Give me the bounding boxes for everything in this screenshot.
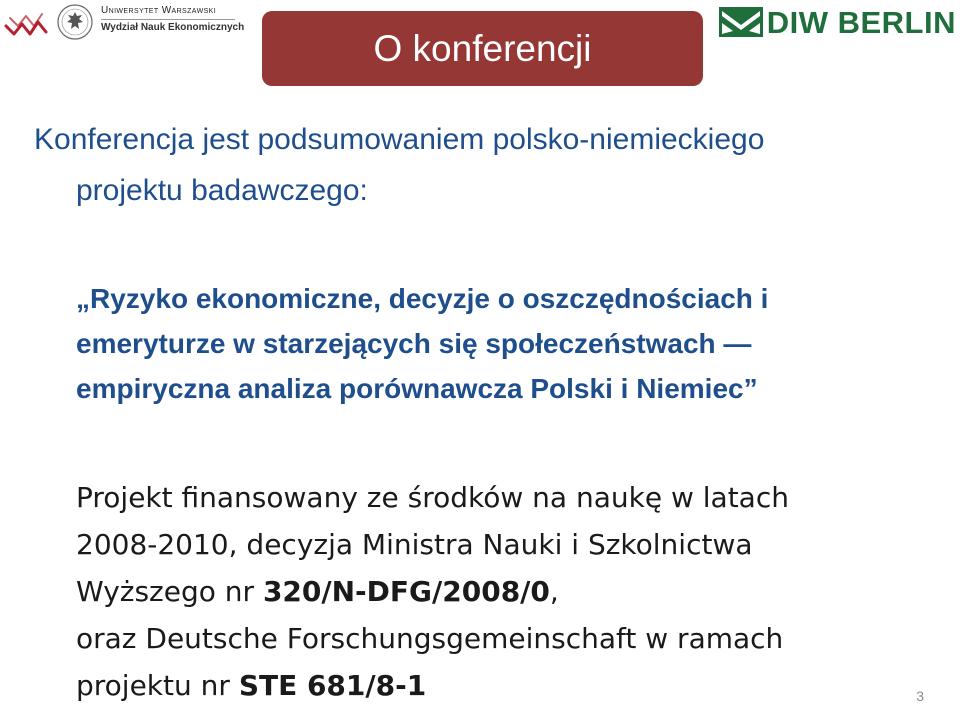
uw-crest-icon [56, 2, 94, 42]
project-title-line-2: emeryturze w starzejących się społeczeństwach — [76, 328, 752, 359]
university-name: Uniwersytet Warszawski [101, 5, 217, 16]
wne-logo-icon [4, 4, 50, 40]
funding-paragraph [76, 474, 936, 709]
university-wordmark [101, 6, 244, 33]
title-banner [262, 11, 703, 86]
funding-line-5-prefix: projektu nr [76, 669, 239, 702]
intro-paragraph [34, 114, 934, 216]
funding-line-1: Projekt finansowany ze środków na naukę w latach [76, 481, 789, 514]
university-divider [101, 19, 235, 20]
funding-line-3-prefix: Wyższego nr [76, 575, 263, 608]
intro-line-2: projektu badawczego: [76, 174, 368, 207]
slide-title: O konferencji [373, 27, 592, 69]
diw-logo-text: DIW BERLIN [766, 4, 956, 40]
faculty-name: Wydział Nauk Ekonomicznych [101, 22, 245, 33]
funding-line-4: oraz Deutsche Forschungsgemeinschaft w ramach [76, 622, 784, 655]
diw-mark-icon [719, 7, 763, 37]
funding-line-5 [76, 662, 936, 709]
slide-number: 3 [916, 688, 924, 704]
project-title-line-1: „Ryzyko ekonomiczne, decyzje o oszczędnościach i [76, 283, 769, 314]
project-title [76, 276, 936, 411]
funding-line-3-suffix: , [549, 575, 559, 608]
diw-berlin-logo [719, 6, 956, 38]
funding-line-3 [76, 568, 936, 615]
decision-number: 320/N-DFG/2008/0 [262, 575, 550, 608]
funding-line-2: 2008-2010, decyzja Ministra Nauki i Szkolnictwa [76, 528, 753, 561]
project-number: STE 681/8-1 [238, 669, 427, 702]
project-title-line-3: empiryczna analiza porównawcza Polski i Niemiec” [76, 373, 758, 404]
intro-line-1: Konferencja jest podsumowaniem polsko-niemieckiego [34, 123, 765, 156]
